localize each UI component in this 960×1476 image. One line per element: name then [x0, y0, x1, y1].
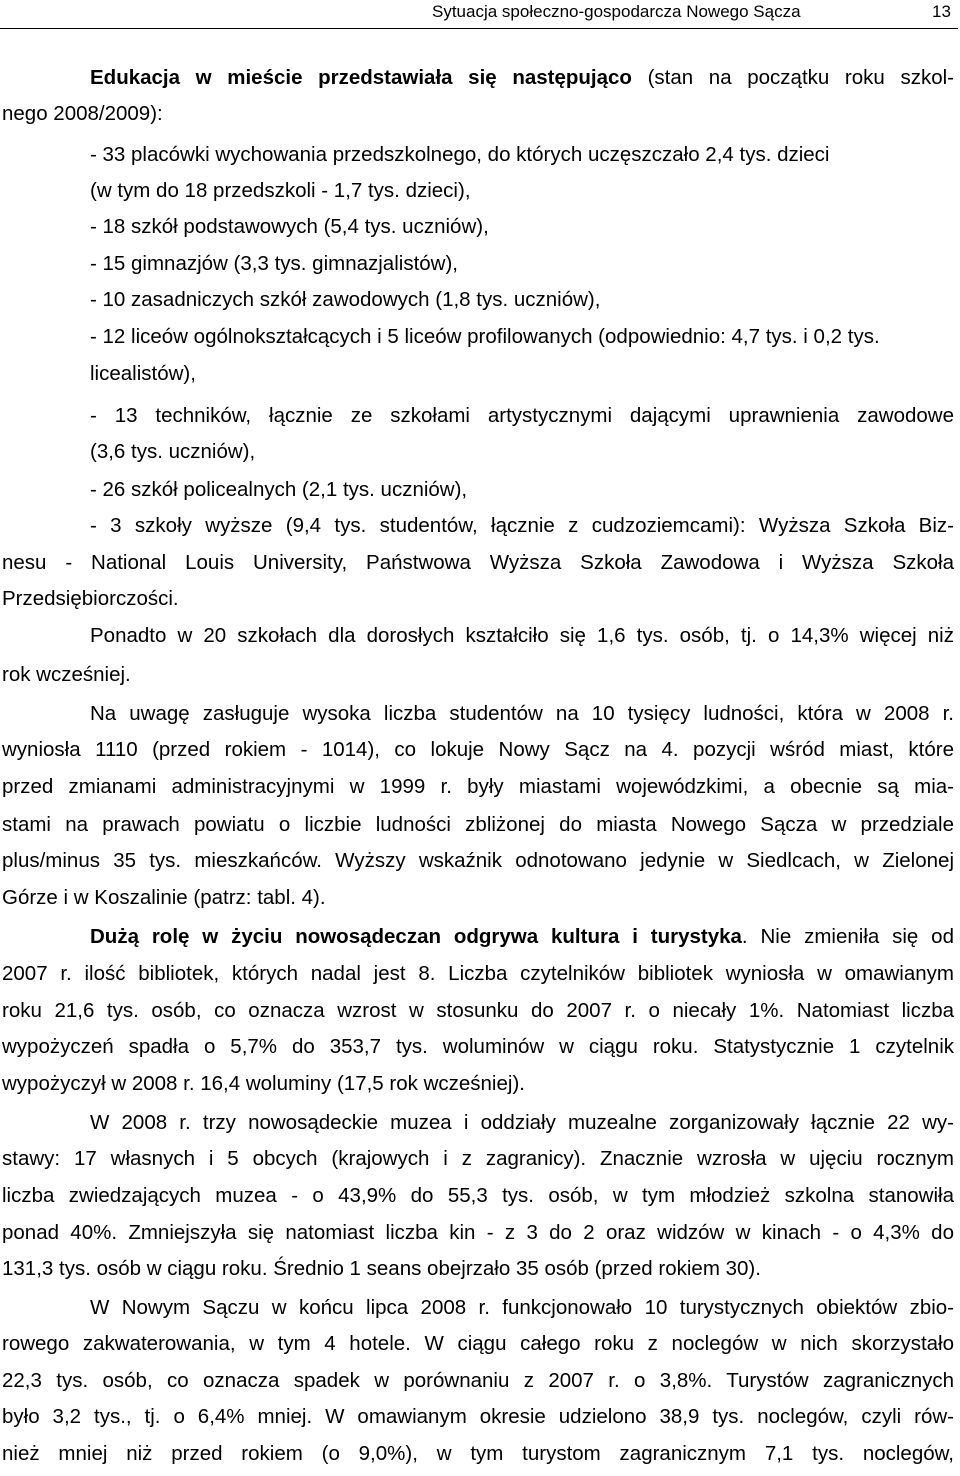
list-item: licealistów),	[90, 362, 196, 385]
page-header	[0, 0, 958, 29]
text-line: plus/minus 35 tys. mieszkańców. Wyższy wskaźnik odnotowano jedynie w Siedlcach, w Zielonej	[2, 849, 954, 872]
text-line: Przedsiębiorczości.	[2, 587, 179, 610]
text-line: W 2008 r. trzy nowosądeckie muzea i oddziały muzealne zorganizowały łącznie 22 wy-	[90, 1111, 954, 1134]
page-number: 13	[932, 2, 951, 21]
text-line: wypożyczeń spadła o 5,7% do 353,7 tys. woluminów w ciągu roku. Statystycznie 1 czytelnik	[2, 1035, 954, 1058]
bold-lead: Dużą rolę w życiu nowosądeczan odgrywa kultura i turystyka	[90, 925, 742, 948]
text-line: 131,3 tys. osób w ciągu roku. Średnio 1 seans obejrzało 35 osób (przed rokiem 30).	[2, 1257, 761, 1280]
text-line: rok wcześniej.	[2, 663, 131, 686]
list-item: (3,6 tys. uczniów),	[90, 440, 256, 463]
text-line: nego 2008/2009):	[2, 102, 163, 125]
text-line: 2007 r. ilość bibliotek, których nadal jest 8. Liczba czytelników bibliotek wyniosła w omawianym	[2, 962, 954, 985]
text-line: Edukacja w mieście przedstawiała się następująco (stan na początku roku szkol-	[90, 66, 954, 89]
list-item: - 3 szkoły wyższe (9,4 tys. studentów, łącznie z cudzoziemcami): Wyższa Szkoła Biz-	[90, 514, 954, 537]
text-line: 22,3 tys. osób, co oznacza spadek w porównaniu z 2007 r. o 3,8%. Turystów zagranicznych	[2, 1369, 954, 1392]
list-item: - 15 gimnazjów (3,3 tys. gimnazjalistów),	[90, 252, 458, 275]
list-item: - 12 liceów ogólnokształcących i 5 liceów profilowanych (odpowiednio: 4,7 tys. i 0,2 tys.	[90, 325, 880, 348]
text-line: Górze i w Koszalinie (patrz: tabl. 4).	[2, 886, 326, 909]
list-item: - 33 placówki wychowania przedszkolnego, do których uczęszczało 2,4 tys. dzieci	[90, 143, 830, 166]
list-item: - 10 zasadniczych szkół zawodowych (1,8 tys. uczniów),	[90, 288, 601, 311]
text-line: wyniosła 1110 (przed rokiem - 1014), co lokuje Nowy Sącz na 4. pozycji wśród miast, które	[2, 738, 954, 761]
text-line: Dużą rolę w życiu nowosądeczan odgrywa kultura i turystyka. Nie zmieniła się od	[90, 925, 954, 948]
text-line: nesu - National Louis University, Państwowa Wyższa Szkoła Zawodowa i Wyższa Szkoła	[2, 551, 954, 574]
text-line: wypożyczył w 2008 r. 16,4 woluminy (17,5 rok wcześniej).	[2, 1072, 525, 1095]
list-item: - 13 techników, łącznie ze szkołami artystycznymi dającymi uprawnienia zawodowe	[90, 404, 954, 427]
list-item: - 18 szkół podstawowych (5,4 tys. uczniów),	[90, 215, 489, 238]
text-line: stami na prawach powiatu o liczbie ludności zbliżonej do miasta Nowego Sącza w przedziale	[2, 813, 954, 836]
text-line: W Nowym Sączu w końcu lipca 2008 r. funkcjonowało 10 turystycznych obiektów zbio-	[90, 1296, 954, 1319]
text-line: rowego zakwaterowania, w tym 4 hotele. W ciągu całego roku z noclegów w nich skorzystało	[2, 1332, 954, 1355]
text-line: Ponadto w 20 szkołach dla dorosłych kształciło się 1,6 tys. osób, tj. o 14,3% więcej niż	[90, 624, 954, 647]
text-line: ponad 40%. Zmniejszyła się natomiast liczba kin - z 3 do 2 oraz widzów w kinach - o 4,3% do	[2, 1221, 954, 1244]
header-title: Sytuacja społeczno-gospodarcza Nowego Sącza	[432, 2, 801, 21]
list-item: - 26 szkół policealnych (2,1 tys. uczniów),	[90, 478, 468, 501]
text-line: przed zmianami administracyjnymi w 1999 r. były miastami wojewódzkimi, a obecnie są mia-	[2, 775, 954, 798]
text-line: liczba zwiedzających muzea - o 43,9% do 55,3 tys. osób, w tym młodzież szkolna stanowiła	[2, 1184, 954, 1207]
text-line: nież mniej niż przed rokiem (o 9,0%), w tym turystom zagranicznym 7,1 tys. noclegów,	[2, 1442, 954, 1465]
text-line: stawy: 17 własnych i 5 obcych (krajowych i z zagranicy). Znacznie wzrosła w ujęciu rocznym	[2, 1147, 954, 1170]
text-line: roku 21,6 tys. osób, co oznacza wzrost w stosunku do 2007 r. o niecały 1%. Natomiast liczba	[2, 999, 954, 1022]
bold-lead: Edukacja w mieście przedstawiała się następująco	[90, 66, 632, 89]
list-item: (w tym do 18 przedszkoli - 1,7 tys. dzieci),	[90, 179, 471, 202]
text-line: było 3,2 tys., tj. o 6,4% mniej. W omawianym okresie udzielono 38,9 tys. noclegów, czyli rów-	[2, 1405, 954, 1428]
text-line: Na uwagę zasługuje wysoka liczba studentów na 10 tysięcy ludności, która w 2008 r.	[90, 702, 954, 725]
